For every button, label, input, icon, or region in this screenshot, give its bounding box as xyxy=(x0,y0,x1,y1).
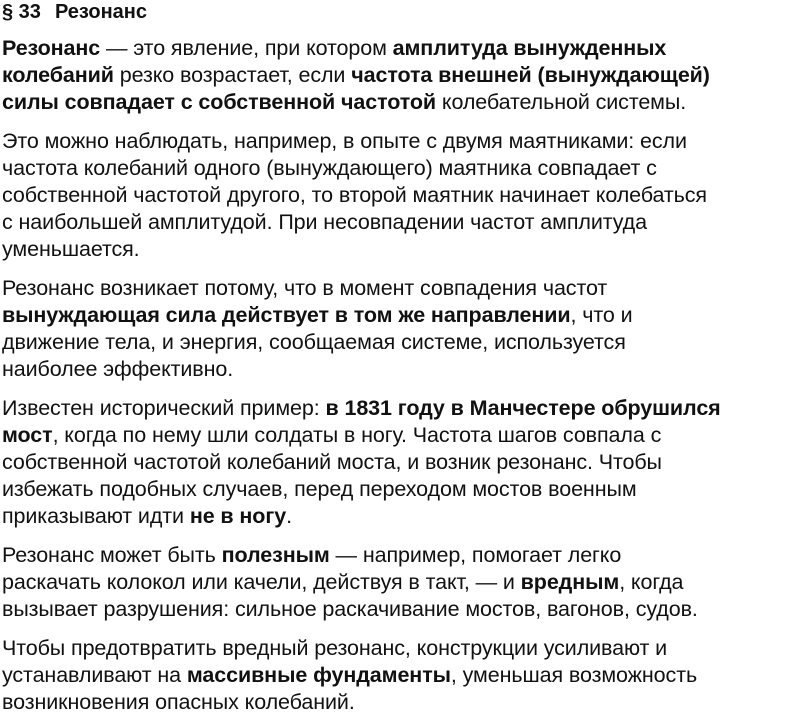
section-title: Резонанс xyxy=(54,1,147,23)
text-line xyxy=(2,422,798,449)
text-run: Резонанс возникает потому, что в момент совпадения частот xyxy=(2,276,608,300)
text-run: раскачать колокол или качели, действуя в такт, — и xyxy=(2,570,521,594)
text-run: частота колебаний одного (вынуждающего) маятника совпадает с xyxy=(2,156,657,180)
bold-text: в 1831 году в Манчестере обрушился xyxy=(325,396,721,420)
bold-text: силы совпадает с собственной частотой xyxy=(2,90,437,114)
text-line xyxy=(2,596,798,623)
section-heading xyxy=(2,0,798,24)
text-line xyxy=(2,689,798,713)
paragraph xyxy=(2,635,798,713)
text-run: , когда xyxy=(619,570,684,594)
body-text xyxy=(2,35,798,713)
paragraph xyxy=(2,275,798,383)
text-line xyxy=(2,62,798,89)
text-line xyxy=(2,503,798,530)
text-run: возникновения опасных колебаний. xyxy=(2,690,355,713)
text-run: , уменьшая возможность xyxy=(450,663,698,687)
text-run: Резонанс может быть xyxy=(2,543,222,567)
text-line xyxy=(2,182,798,209)
bold-text: вынуждающая сила действует в том же направлении xyxy=(2,303,571,327)
bold-text: вредным xyxy=(520,570,620,594)
text-run: вызывает разрушения: сильное раскачивание мостов, вагонов, судов. xyxy=(2,597,698,621)
text-line xyxy=(2,89,798,116)
paragraph xyxy=(2,542,798,623)
text-run: с наибольшей амплитудой. При несовпадении частот амплитуда xyxy=(2,210,647,234)
text-line xyxy=(2,275,798,302)
text-line xyxy=(2,128,798,155)
text-line xyxy=(2,356,798,383)
text-run: Известен исторический пример: xyxy=(2,396,326,420)
paragraph xyxy=(2,128,798,263)
text-run: уменьшается. xyxy=(2,237,140,261)
text-line xyxy=(2,476,798,503)
bold-text: мост xyxy=(2,423,53,447)
text-line xyxy=(2,662,798,689)
bold-text: колебаний xyxy=(2,63,114,87)
text-line xyxy=(2,395,798,422)
section-number: § 33 xyxy=(2,1,41,23)
bold-text: не в ногу xyxy=(189,504,287,528)
text-line xyxy=(2,155,798,182)
bold-text: полезным xyxy=(221,543,330,567)
text-line xyxy=(2,635,798,662)
text-line xyxy=(2,236,798,263)
text-line xyxy=(2,449,798,476)
text-run: резко возрастает, если xyxy=(113,63,352,87)
paragraph xyxy=(2,35,798,116)
bold-text: массивные фундаменты xyxy=(186,663,451,687)
paragraph xyxy=(2,395,798,530)
text-line xyxy=(2,329,798,356)
text-run: , что и xyxy=(570,303,633,327)
text-run: собственной частотой другого, то второй маятник начинает колебаться xyxy=(2,183,707,207)
text-run: Чтобы предотвратить вредный резонанс, конструкции усиливают и xyxy=(2,636,668,660)
text-line xyxy=(2,302,798,329)
text-run: устанавливают на xyxy=(2,663,187,687)
bold-text: частота внешней (вынуждающей) xyxy=(351,63,710,87)
text-run: наиболее эффективно. xyxy=(2,357,234,381)
bold-text: амплитуда вынужденных xyxy=(392,36,667,60)
text-line xyxy=(2,569,798,596)
text-run: , когда по нему шли солдаты в ногу. Частота шагов совпала с xyxy=(52,423,662,447)
bold-text: Резонанс xyxy=(2,36,101,60)
text-run: собственной частотой колебаний моста, и возник резонанс. Чтобы xyxy=(2,450,662,474)
text-run: Это можно наблюдать, например, в опыте с двумя маятниками: если xyxy=(2,129,687,153)
text-run: — это явление, при котором xyxy=(100,36,393,60)
text-line xyxy=(2,542,798,569)
text-run: — например, помогает легко xyxy=(329,543,622,567)
text-run: колебательной системы. xyxy=(436,90,687,114)
text-line xyxy=(2,209,798,236)
text-run: движение тела, и энергия, сообщаемая системе, используется xyxy=(2,330,626,354)
text-run: приказывают идти xyxy=(2,504,190,528)
text-run: . xyxy=(286,504,292,528)
text-run: избежать подобных случаев, перед переходом мостов военным xyxy=(2,477,637,501)
text-line xyxy=(2,35,798,62)
